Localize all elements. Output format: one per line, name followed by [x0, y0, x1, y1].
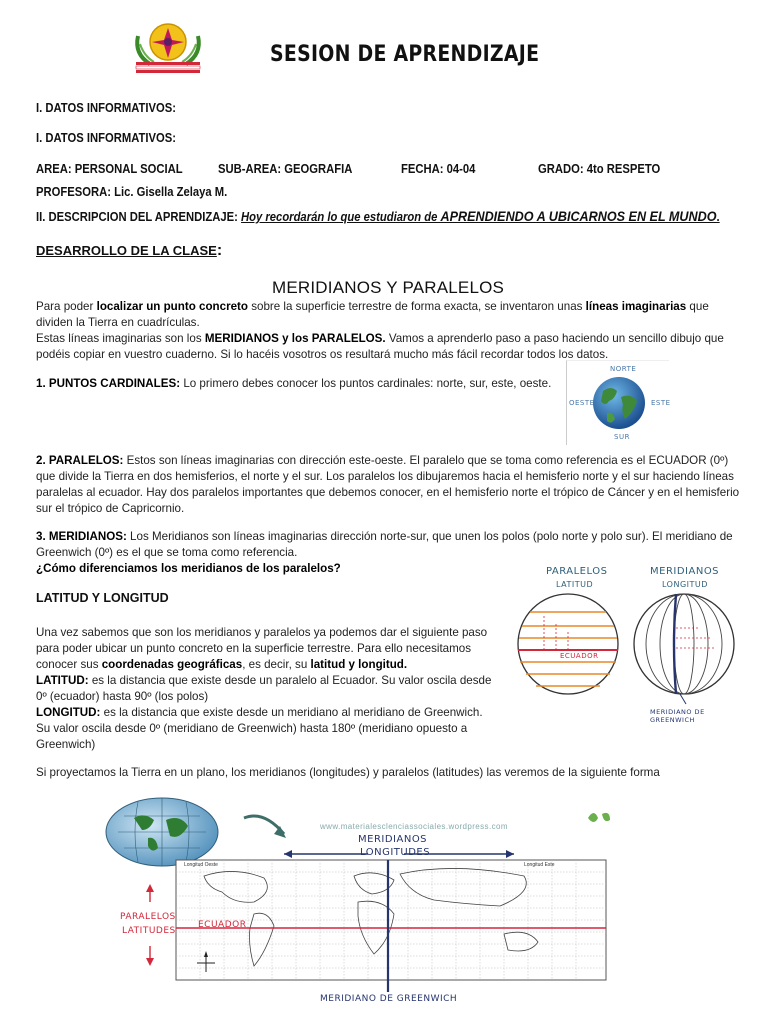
area-field: AREA: PERSONAL SOCIAL [36, 162, 183, 176]
globe-meridianos-label: MERIDIANOS [650, 566, 720, 577]
latlong-heading: LATITUD Y LONGITUD [36, 591, 169, 605]
desarrollo-label: DESARROLLO DE LA CLASE [36, 243, 217, 258]
profesora-field: PROFESORA: Lic. Gisella Zelaya M. [36, 185, 228, 199]
map-paralelos-label: PARALELOS [120, 912, 176, 922]
globe-paralelos-label: PARALELOS [546, 566, 608, 577]
subarea-field: SUB-AREA: GEOGRAFIA [218, 162, 353, 176]
compass-norte: NORTE [610, 365, 637, 373]
page-title: SESION DE APRENDIZAJE [270, 42, 540, 67]
school-emblem [128, 14, 208, 74]
map-long-oeste: Longitud Oeste [184, 862, 218, 868]
descripcion-text: Hoy recordarán lo que estudiaron de [241, 210, 441, 224]
puntos-cardinales-paragraph: 1. PUNTOS CARDINALES: Lo primero debes conocer los puntos cardinales: norte, sur, este, oeste. [36, 377, 552, 390]
datos-heading-1: I. DATOS INFORMATIVOS: [36, 101, 177, 115]
descripcion-end: . [716, 210, 720, 224]
grado-field: GRADO: 4to RESPETO [538, 162, 661, 176]
map-meridianos-label: MERIDIANOS [358, 834, 428, 845]
descripcion-topic: APRENDIENDO A UBICARNOS EN EL MUNDO [440, 208, 717, 224]
globe-longitud-label: LONGITUD [662, 580, 708, 589]
descripcion-line [36, 208, 720, 224]
parallels-meridians-globes [510, 556, 744, 722]
globe-greenwich-label: MERIDIANO DE GREENWICH [650, 708, 705, 724]
globe-ecuador-label: ECUADOR [560, 652, 599, 660]
map-ecuador-label: ECUADOR [198, 920, 247, 930]
projection-paragraph: Si proyectamos la Tierra en un plano, los meridianos (longitudes) y paralelos (latitudes) las veremos de la siguiente forma [36, 766, 660, 779]
meridianos-paragraph: 3. MERIDIANOS: Los Meridianos son líneas imaginarias dirección norte-sur, que unen los polos (polo norte y polo sur). El meridiano de Greenwich (0º) es el que se toma como referencia. ¿Cómo diferenciamos los meridianos de los paralelos? [36, 530, 733, 575]
question-line: ¿Cómo diferenciamos los meridianos de los paralelos? [36, 562, 341, 575]
map-longitudes-label: LONGITUDES [360, 847, 431, 858]
map-latitudes-label: LATITUDES [122, 926, 176, 936]
compass-sur: SUR [614, 433, 630, 441]
compass-este: ESTE [651, 399, 671, 407]
datos-heading-2: I. DATOS INFORMATIVOS: [36, 131, 177, 145]
world-map-figure [104, 796, 632, 1010]
desarrollo-colon: : [216, 242, 223, 259]
descripcion-label: II. DESCRIPCION DEL APRENDIZAJE: [36, 210, 238, 224]
globes-figure [510, 556, 744, 722]
map-greenwich-label: MERIDIANO DE GREENWICH [320, 994, 458, 1004]
map-long-este: Longitud Este [524, 862, 555, 868]
fecha-field: FECHA: 04-04 [401, 162, 476, 176]
compass-oeste: OESTE [569, 399, 595, 407]
cardinal-points-figure [566, 360, 669, 445]
desarrollo-heading [36, 242, 222, 260]
intro-paragraph: Para poder localizar un punto concreto sobre la superficie terrestre de forma exacta, se inventaron unas líneas imaginarias que dividen la Tierra en cuadrículas. Estas líneas imaginarias son los MERIDIANOS y los PARALELOS. Vamos a aprenderlo paso a paso haciendo un sencillo dibujo que podéis copiar en vuestro cuaderno. Si lo hacéis vosotros os resultará mucho más fácil recordar todos los datos. [36, 300, 724, 361]
section-title: MERIDIANOS Y PARALELOS [272, 278, 505, 297]
globe-latitud-label: LATITUD [556, 580, 594, 589]
map-url: www.materialesclenciassociales.wordpress.com [320, 822, 508, 831]
latlong-paragraph: Una vez sabemos que son los meridianos y paralelos ya podemos dar el siguiente paso para poder ubicar un punto concreto en la superficie terrestre. Para ello necesitamos conocer sus coordenadas geográficas, es decir, su latitud y longitud. LATITUD: es la distancia que existe desde un paralelo al Ecuador. Su valor oscila desde 0º (ecuador) hasta 90º (los polos) LONGITUD: es la distancia que existe desde un meridiano al meridiano de Greenwich. Su valor oscila desde 0º (meridiano de Greenwich) hasta 180º (meridiano opuesto a Greenwich) [36, 626, 492, 751]
paralelos-paragraph: 2. PARALELOS: Estos son líneas imaginarias con dirección este-oeste. El paralelo que se toma como referencia es el ECUADOR (0º) que divide la Tierra en dos hemisferios, el norte y el sur. Los paralelos los dibujaremos hacia el hemisferio norte y el sur haciendo líneas paralelas al ecuador. Hay dos paralelos importantes que debemos conocer, en el hemisferio norte el trópico de Cáncer y en el hemisferio sur el trópico de Capricornio. [36, 454, 740, 515]
